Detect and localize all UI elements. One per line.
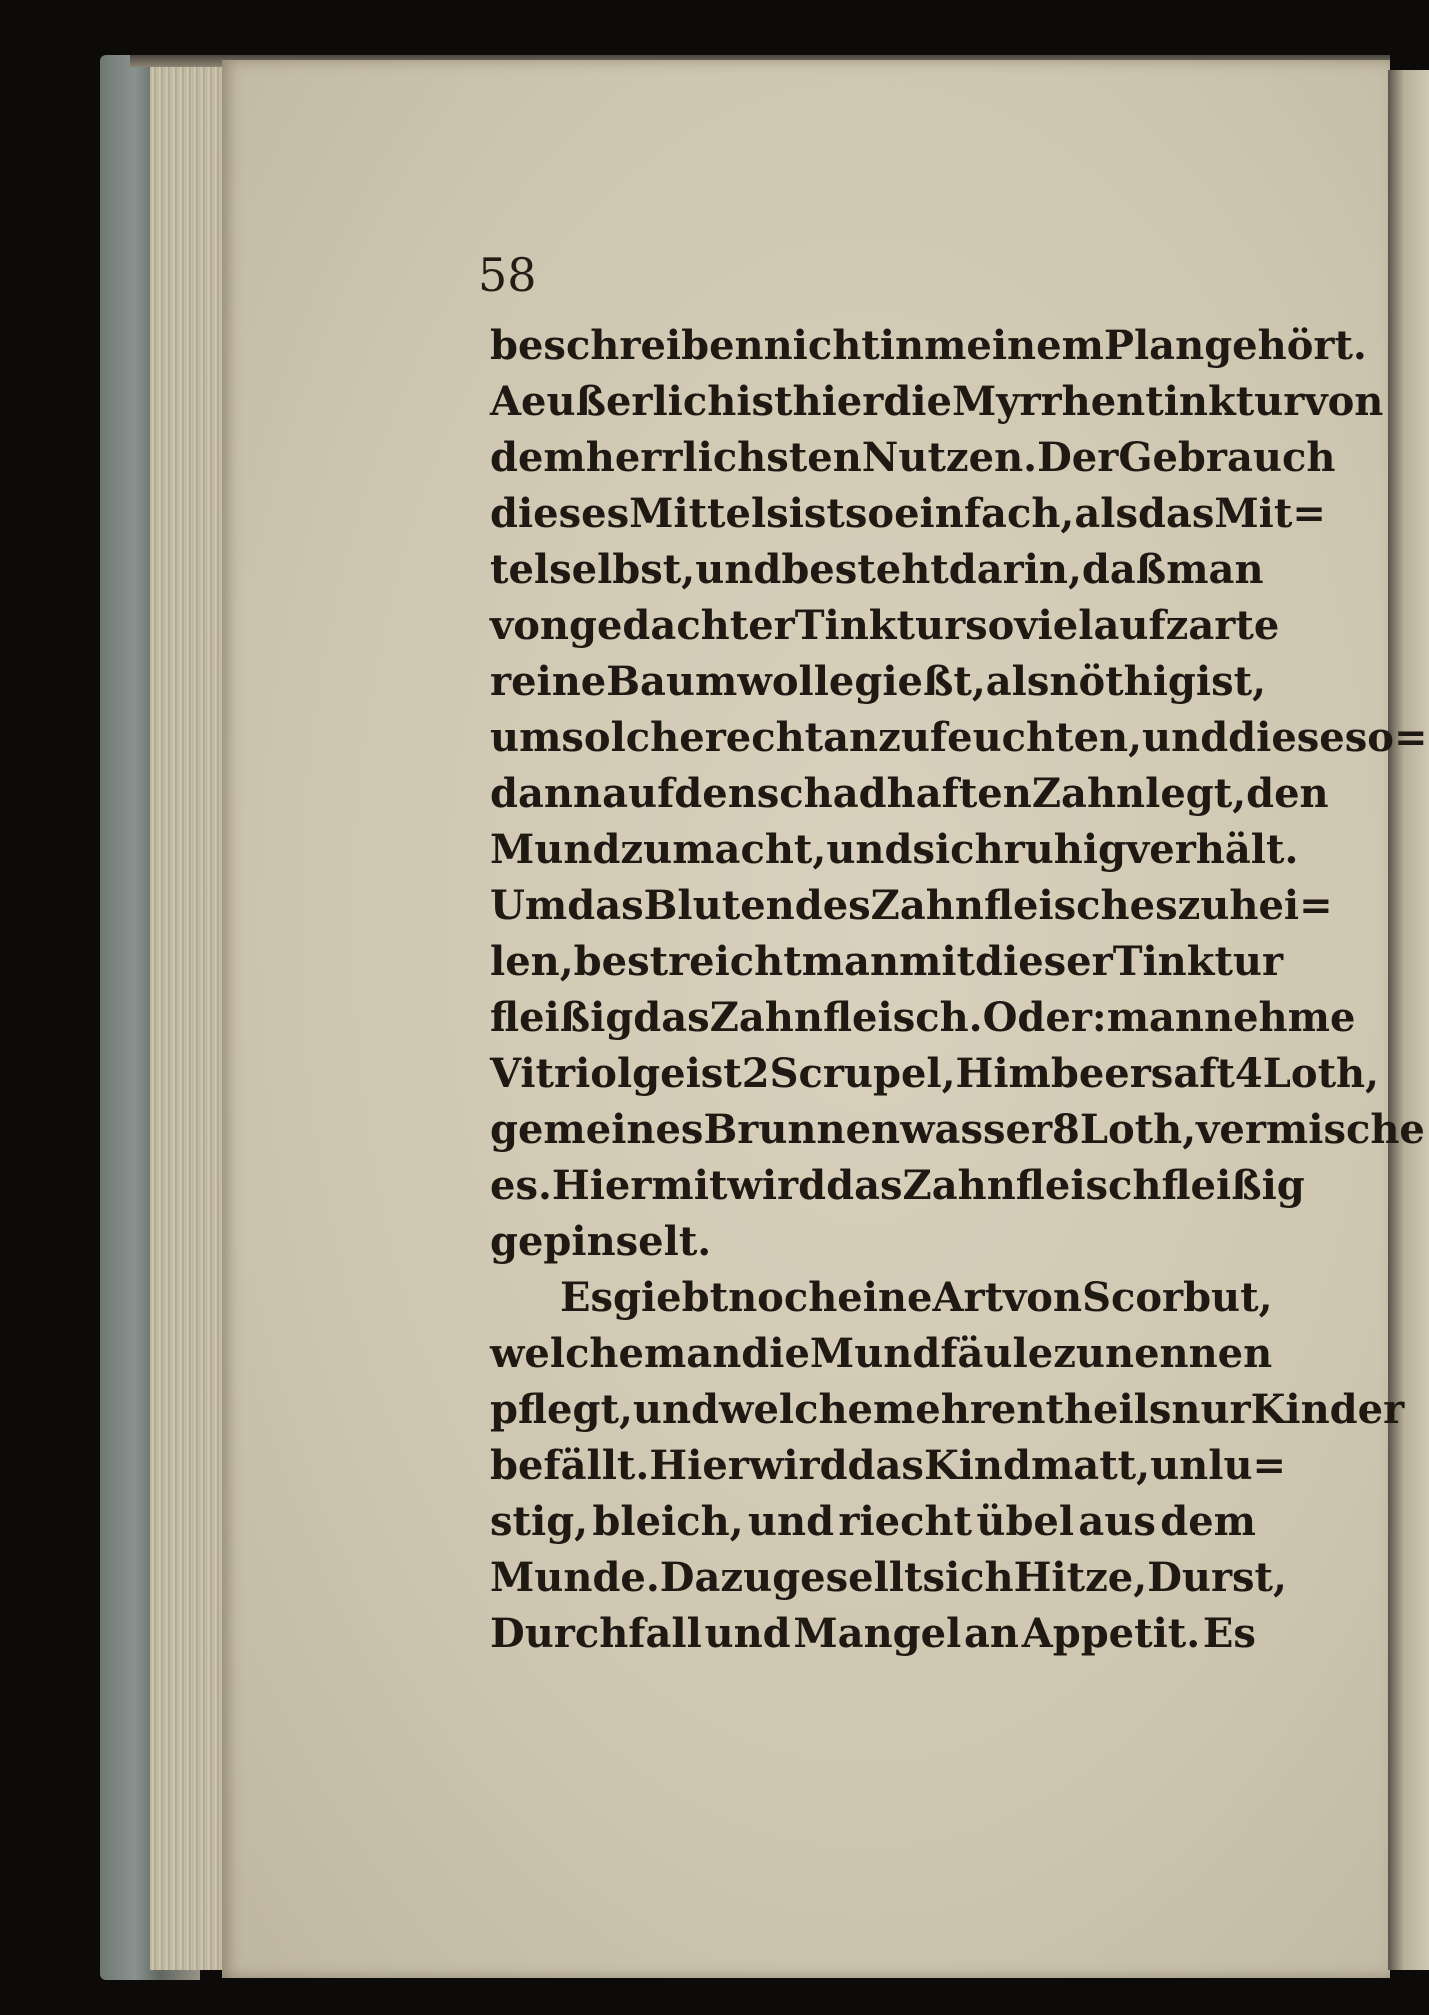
word: den [674,770,757,817]
text-line [490,318,1367,374]
word: Brunnenwasser [703,1106,1053,1153]
word: welche [719,1386,873,1433]
word: beschreiben [490,322,764,369]
word: man [801,938,900,985]
text-line [490,1270,1273,1326]
word: meinem [924,322,1104,369]
text-line [490,486,1326,542]
text-line [490,654,1266,710]
word: Gebrauch [1118,434,1336,481]
word: und [704,1610,791,1657]
word: ruhig [1003,826,1127,873]
word: und [695,546,782,593]
text-line [490,990,1356,1046]
word: noch [728,1274,838,1321]
word: nur [1171,1386,1251,1433]
word: man [1166,546,1264,593]
word: Oder: [982,994,1107,1041]
word: welche [490,1330,644,1377]
word: Hiermit [551,1162,728,1209]
word: übel [976,1498,1075,1545]
word: Zahn [1031,770,1146,817]
word: bleich, [592,1498,744,1545]
word: gepinselt. [490,1218,712,1265]
word: mehrentheils [872,1386,1172,1433]
text-line [490,542,1264,598]
word: als [1074,490,1138,537]
text-line [490,430,1336,486]
word: befällt. [490,1442,650,1489]
word: Kind [923,1442,1031,1489]
page-number: 58 [478,248,537,302]
word: Tinktur [1112,938,1284,985]
word: von [490,602,570,649]
word: wird [748,1442,848,1489]
word: fleißig [490,994,634,1041]
word: gedachter [569,602,795,649]
text-line [490,598,1280,654]
word: matt, [1030,1442,1151,1489]
word: nicht [763,322,880,369]
facing-page-edge [1388,70,1429,1970]
word: Um [490,882,568,929]
word: dieses [490,490,630,537]
word: Es [560,1274,614,1321]
text-line [490,374,1384,430]
word: verhält. [1126,826,1299,873]
word: 2 [741,1050,770,1097]
word: hei= [1229,882,1333,929]
word: herrlichsten [585,434,862,481]
word: tel [490,546,550,593]
word: Art [932,1274,1004,1321]
word: besteht [781,546,949,593]
word: ist, [1195,658,1266,705]
word: ist [736,378,793,425]
text-line [490,878,1333,934]
word: auf [602,770,675,817]
word: Mit= [1214,490,1326,537]
word: riecht [838,1498,973,1545]
word: Vitriolgeist [490,1050,742,1097]
text-line [490,766,1329,822]
word: Tinktur [794,602,966,649]
text-line [490,1326,1273,1382]
word: sich [912,826,1004,873]
word: Loth, [1079,1106,1197,1153]
word: das [633,994,710,1041]
word: in [879,322,925,369]
word: Baumwolle [606,658,855,705]
text-line [490,1382,1405,1438]
word: einfach, [894,490,1075,537]
word: zu [1177,882,1230,929]
word: nehme [1204,994,1356,1041]
word: das [1137,490,1215,537]
word: eine [837,1274,933,1321]
text-line [490,1158,1305,1214]
word: dieser [975,938,1113,985]
word: Bluten [643,882,795,929]
word: Durst, [1147,1554,1287,1601]
text-line [490,1606,1256,1662]
text-line [490,1550,1287,1606]
text-line [490,1438,1287,1494]
word: Appetit. [1021,1610,1201,1657]
word: Mangel [793,1610,962,1657]
word: man [643,1330,742,1377]
word: die [883,378,952,425]
word: so= [1344,714,1428,761]
text-line [490,934,1284,990]
body-text [490,318,1428,1662]
word: so [844,490,895,537]
word: Scorbut, [1082,1274,1273,1321]
word: gesellt [772,1554,923,1601]
word: zarte [1165,602,1280,649]
word: gießt, [854,658,986,705]
word: Himbeersaft [955,1050,1235,1097]
word: Mittels [629,490,789,537]
word: darin, [948,546,1082,593]
word: es. [490,1162,552,1209]
word: Aeußerlich [490,378,737,425]
word: Hier [649,1442,749,1489]
word: Mund [490,826,621,873]
word: nöthig [1049,658,1196,705]
word: dem [490,434,586,481]
word: Kinder [1250,1386,1405,1433]
word: pflegt, [490,1386,633,1433]
word: fleißig [1161,1162,1305,1209]
word: viel [1014,602,1094,649]
word: 4 [1234,1050,1263,1097]
word: Loth, [1262,1050,1380,1097]
word: hier [792,378,884,425]
word: auf [1093,602,1166,649]
word: solche [561,714,705,761]
word: Nutzen. [861,434,1038,481]
word: den [1246,770,1329,817]
word: Myrrhentinktur [951,378,1305,425]
text-line [490,1494,1256,1550]
word: man [1106,994,1205,1041]
word: Zahnfleisch [902,1162,1162,1209]
word: das [826,1162,903,1209]
word: 8 [1052,1106,1080,1153]
word: unlu= [1150,1442,1287,1489]
page-stack-edges [150,65,230,1970]
word: Der [1037,434,1119,481]
word: zumacht, [620,826,827,873]
word: Zahnfleisch. [709,994,983,1041]
word: wird [727,1162,827,1209]
word: und [747,1498,835,1545]
word: recht [704,714,824,761]
word: ist [788,490,845,537]
word: und [1142,714,1229,761]
word: von [1304,378,1384,425]
word: vermische [1196,1106,1425,1153]
word: Scrupel, [769,1050,956,1097]
word: schadhaften [756,770,1032,817]
text-line [490,1046,1380,1102]
word: daß [1081,546,1167,593]
word: selbst, [549,546,696,593]
word: das [847,1442,924,1489]
word: legt, [1145,770,1247,817]
text-line [490,1102,1425,1158]
word: Es [1202,1610,1256,1657]
word: nennen [1104,1330,1273,1377]
word: die [741,1330,810,1377]
word: von [1003,1274,1083,1321]
word: anzufeuchten, [823,714,1143,761]
word: Zahnfleisches [870,882,1178,929]
word: des [794,882,871,929]
word: um [490,714,562,761]
word: stig, [490,1498,589,1545]
word: Hitze, [1013,1554,1148,1601]
word: diese [1228,714,1345,761]
word: so [965,602,1015,649]
word: Dazu [659,1554,773,1601]
word: aus [1078,1498,1156,1545]
word: und [632,1386,720,1433]
word: Mundfäule [809,1330,1054,1377]
word: an [963,1610,1019,1657]
word: dem [1160,1498,1256,1545]
word: gehört. [1204,322,1367,369]
text-line [490,822,1299,878]
word: gemeines [490,1106,704,1153]
word: als [985,658,1050,705]
word: Munde. [490,1554,660,1601]
word: reine [490,658,607,705]
word: sich [922,1554,1014,1601]
word: das [567,882,644,929]
word: und [826,826,913,873]
word: zu [1053,1330,1105,1377]
text-line [490,1214,1256,1270]
word: dann [490,770,603,817]
word: Plan [1103,322,1205,369]
word: mit [899,938,976,985]
text-line [490,710,1428,766]
word: Durchfall [490,1610,702,1657]
word: bestreicht [573,938,802,985]
word: len, [490,938,574,985]
word: giebt [613,1274,729,1321]
